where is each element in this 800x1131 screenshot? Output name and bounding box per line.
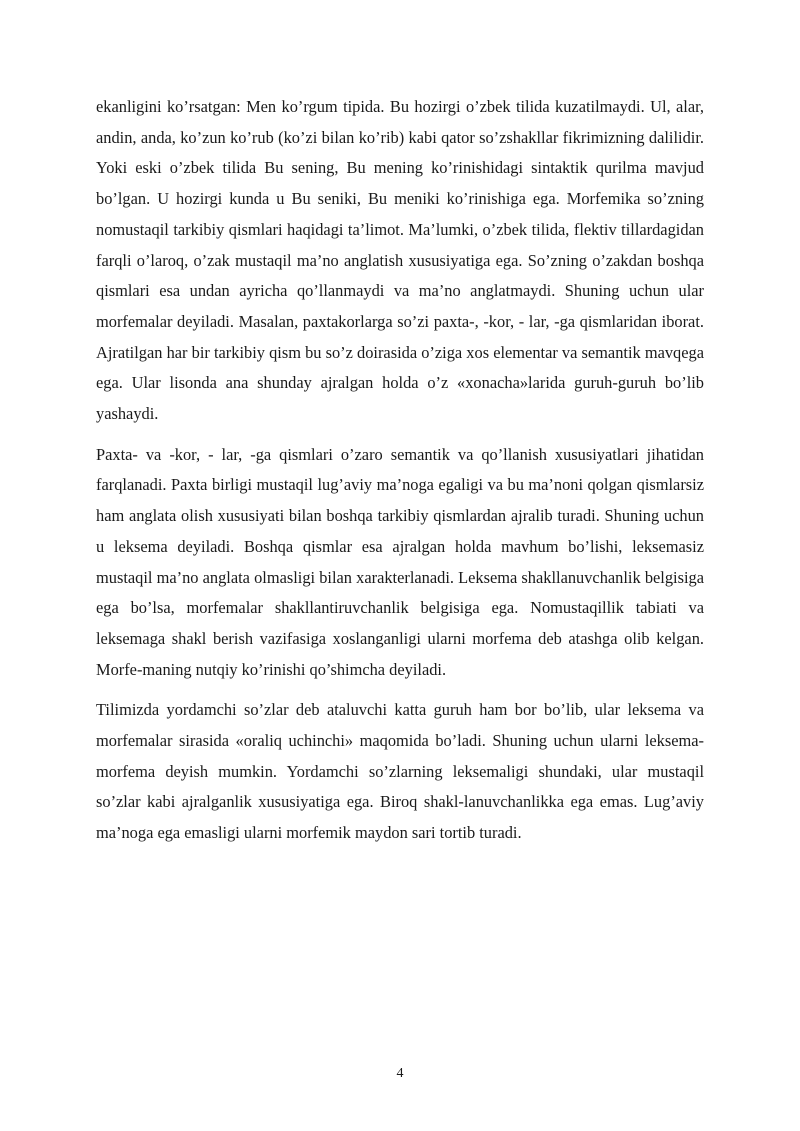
paragraph-3: Tilimizda yordamchi so’zlar deb ataluvchi katta guruh ham bor bo’lib, ular leksema va morfemalar sirasida «oraliq uchinchi» maqomida bo’ladi. Shuning uchun ularni leksema-morfema deyish mumkin. Yordamchi so’zlarning leksemaligi shundaki, ular mustaqil so’zlar kabi ajralganlik xususiyatiga ega. Biroq shakl-lanuvchanlikka ega emas. Lug’aviy ma’noga ega emasligi ularni morfemik maydon sari tortib turadi. — [96, 700, 704, 843]
paragraph-1: ekanligini ko’rsatgan: Men ko’rgum tipida. Bu hozirgi o’zbek tilida kuzatilmaydi. Ul, alar, andin, anda, ko’zun ko’rub (ko’zi bilan ko’rib) kabi qator so’zshakllar fikrimizning dalilidir. Yoki eski o’zbek tilida Bu sening, Bu mening ko’rinishidagi sintaktik qurilma mavjud bo’lgan. U hozirgi kunda u Bu seniki, Bu meniki ko’rinishiga ega. Morfemika so’zning nomustaqil tarkibiy qismlari haqidagi ta’limot. Ma’lumki, o’zbek tilida, flektiv tillardagidan farqli o’laroq, o’zak mustaqil ma’no anglatish xususiyatiga ega. So’zning o’zakdan boshqa qismlari esa undan ayricha qo’llanmaydi va ma’no anglatmaydi. Shuning uchun ular morfemalar deyiladi. Masalan, paxtakorlarga so’zi paxta-, -kor, - lar, -ga qismlaridan iborat. Ajratilgan har bir tarkibiy qism bu so’z doirasida o’ziga xos elementar va semantik mavqega ega. Ular lisonda ana shunday ajralgan holda o’z «xonacha»larida guruh-guruh bo’lib yashaydi. — [96, 97, 704, 424]
paragraph-2: Paxta- va -kor, - lar, -ga qismlari o’zaro semantik va qo’llanish xususiyatlari jihatidan farqlanadi. Paxta birligi mustaqil lug’aviy ma’noga egaligi va bu ma’noni qolgan qismlarsiz ham anglata olish xususiyati bilan boshqa tarkibiy qismlardan ajralib turadi. Shuning uchun u leksema deyiladi. Boshqa qismlar esa ajralgan holda mavhum bo’lishi, leksemasiz mustaqil ma’no anglata olmasligi bilan xarakterlanadi. Leksema shakllanuvchanlik belgisiga ega bo’lsa, morfemalar shakllantiruvchanlik belgisiga ega. Nomustaqillik tabiati va leksemaga shakl berish vazifasiga xoslanganligi ularni morfema deb atashga olib kelgan. Morfe-maning nutqiy ko’rinishi qo’shimcha deyiladi. — [96, 444, 704, 679]
document-body — [96, 92, 704, 859]
page-number: 4 — [396, 1066, 404, 1081]
